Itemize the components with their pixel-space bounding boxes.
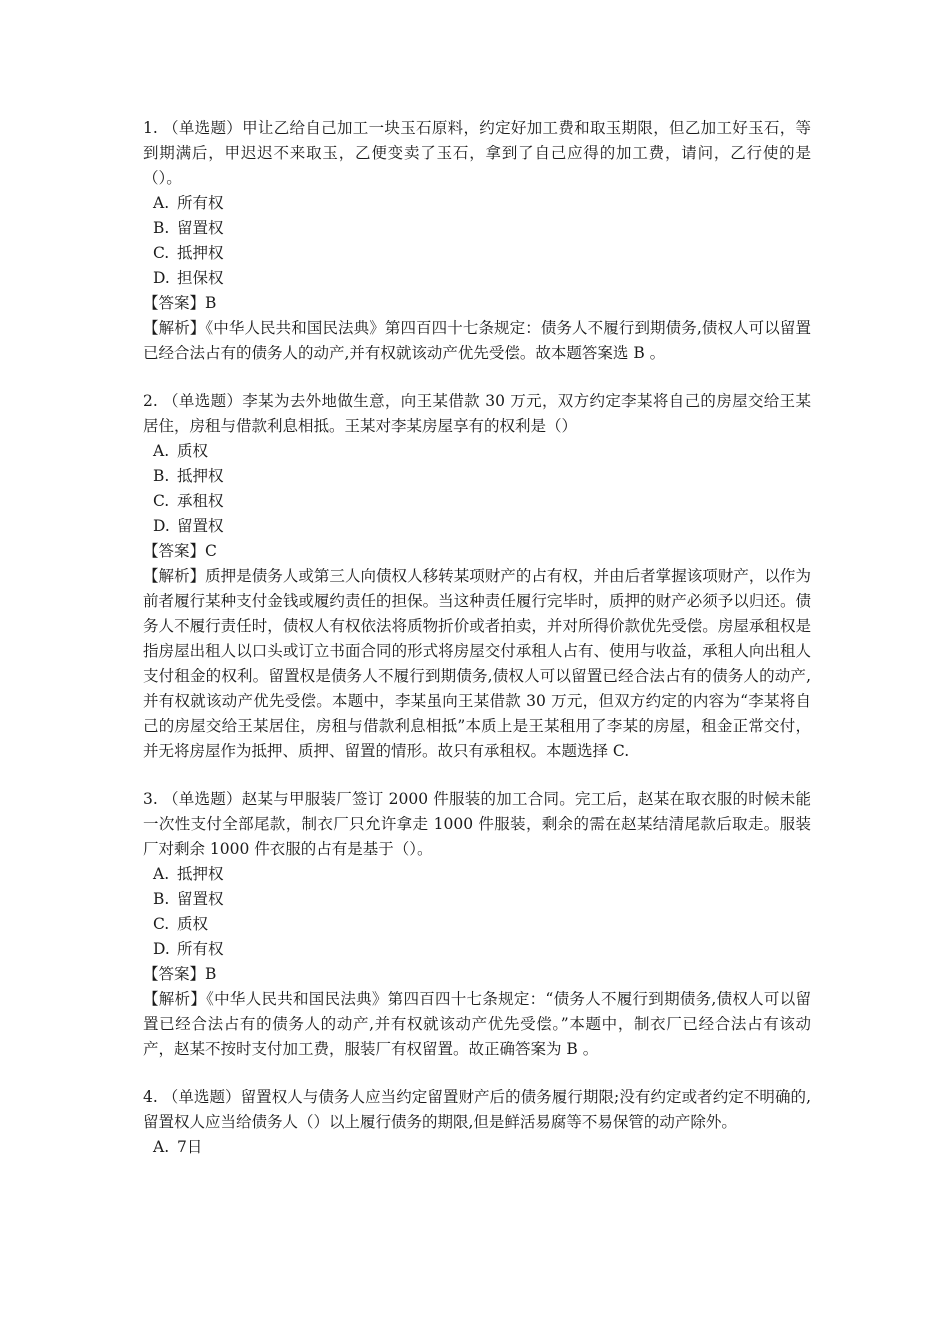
option-c: C. 承租权 bbox=[153, 492, 224, 510]
option-b: B. 抵押权 bbox=[153, 467, 224, 485]
option-c: C. 抵押权 bbox=[153, 244, 224, 262]
option-a: A. 7日 bbox=[153, 1138, 203, 1156]
option-a: A. 抵押权 bbox=[153, 865, 224, 883]
question-1 bbox=[143, 116, 811, 366]
question-stem: 4. （单选题）留置权人与债务人应当约定留置财产后的债务履行期限;没有约定或者约定不明确的,留置权人应当给债务人（）以上履行债务的期限,但是鲜活易腐等不易保管的动产除外。 bbox=[143, 1088, 811, 1131]
analysis-text: 【解析】《中华人民共和国民法典》第四百四十七条规定：债务人不履行到期债务,债权人可以留置已经合法占有的债务人的动产,并有权就该动产优先受偿。故本题答案选 B 。 bbox=[143, 319, 811, 362]
option-b: B. 留置权 bbox=[153, 219, 224, 237]
answer-value: B bbox=[205, 294, 217, 312]
answer-value: C bbox=[205, 542, 217, 560]
analysis-text: 【解析】质押是债务人或第三人向债权人移转某项财产的占有权，并由后者掌握该项财产，以作为前者履行某种支付金钱或履约责任的担保。当这种责任履行完毕时，质押的财产必须予以归还。债务人不履行责任时，债权人有权依法将质物折价或者拍卖，并对所得价款优先受偿。房屋承租权是指房屋出租人以口头或订立书面合同的形式将房屋交付承租人占有、使用与收益，承租人向出租人支付租金的权利。留置权是债务人不履行到期债务,债权人可以留置已经合法占有的债务人的动产,并有权就该动产优先受偿。本题中，李某虽向王某借款 30 万元，但双方约定的内容为“李某将自己的房屋交给王某居住，房租与借款利息相抵”本质上是王某租用了李某的房屋，租金正常交付，并无将房屋作为抵押、质押、留置的情形。故只有承租权。本题选择 C. bbox=[143, 567, 811, 760]
question-4 bbox=[143, 1085, 811, 1160]
answer-line: 【答案】C bbox=[143, 542, 217, 560]
option-d: D. 留置权 bbox=[153, 517, 224, 535]
document-page bbox=[143, 116, 811, 1183]
question-stem: 3. （单选题）赵某与甲服装厂签订 2000 件服装的加工合同。完工后，赵某在取衣服的时候未能一次性支付全部尾款，制衣厂只允许拿走 1000 件服装，剩余的需在赵某结清尾款后取走。服装厂对剩余 1000 件衣服的占有是基于（）。 bbox=[143, 790, 811, 858]
analysis-text: 【解析】《中华人民共和国民法典》第四百四十七条规定：“债务人不履行到期债务,债权人可以留置已经合法占有的债务人的动产,并有权就该动产优先受偿。”本题中，制衣厂已经合法占有该动产，赵某不按时支付加工费，服装厂有权留置。故正确答案为 B 。 bbox=[143, 990, 811, 1058]
option-d: D. 担保权 bbox=[153, 269, 224, 287]
option-d: D. 所有权 bbox=[153, 940, 224, 958]
question-2 bbox=[143, 389, 811, 764]
option-c: C. 质权 bbox=[153, 915, 209, 933]
option-b: B. 留置权 bbox=[153, 890, 224, 908]
option-a: A. 所有权 bbox=[153, 194, 224, 212]
question-3 bbox=[143, 787, 811, 1062]
option-a: A. 质权 bbox=[153, 442, 209, 460]
question-stem: 2. （单选题）李某为去外地做生意，向王某借款 30 万元，双方约定李某将自己的房屋交给王某居住，房租与借款利息相抵。王某对李某房屋享有的权利是（） bbox=[143, 392, 811, 435]
answer-value: B bbox=[205, 965, 217, 983]
answer-line: 【答案】B bbox=[143, 294, 217, 312]
question-stem: 1. （单选题）甲让乙给自己加工一块玉石原料，约定好加工费和取玉期限，但乙加工好玉石，等到期满后，甲迟迟不来取玉，乙便变卖了玉石，拿到了自己应得的加工费，请问，乙行使的是（）。 bbox=[143, 119, 811, 187]
answer-line: 【答案】B bbox=[143, 965, 217, 983]
